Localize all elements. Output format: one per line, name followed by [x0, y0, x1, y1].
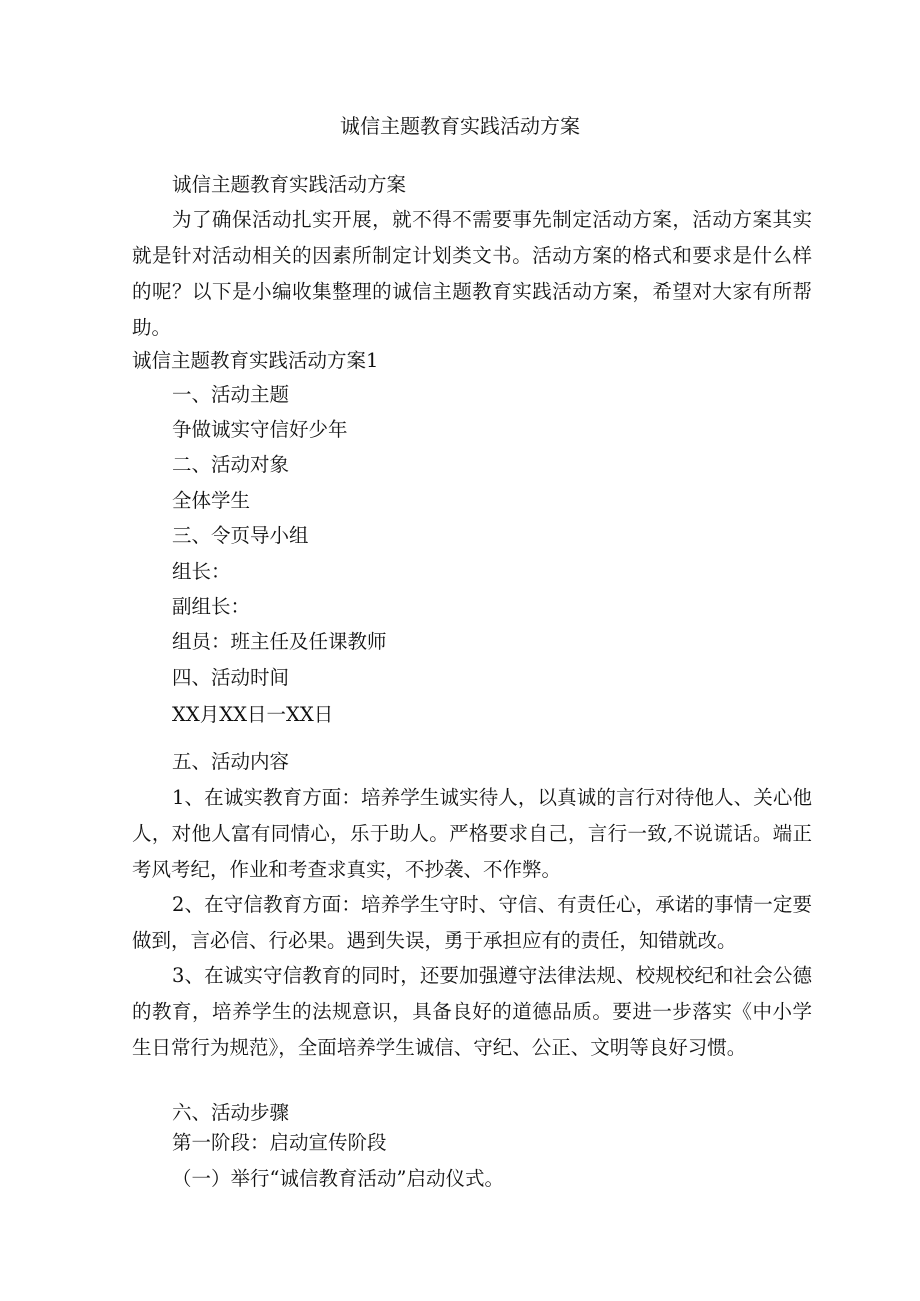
content-item-3: 3、在诚实守信教育的同时，还要加强遵守法律法规、校规校纪和社会公德的教育，培养学生的法规意识，具备良好的道德品质。要进一步落实《中小学生日常行为规范》，全面培养学生诚信、守纪、公正、文明等良好习惯。	[132, 964, 812, 1059]
document-title: 诚信主题教育实践活动方案	[340, 114, 580, 138]
theme-heading: 一、活动主题	[172, 383, 290, 406]
section-title: 诚信主题教育实践活动方案1	[132, 349, 379, 372]
content-item-1: 1、在诚实教育方面：培养学生诚实待人，以真诚的言行对待他人、关心他人，对他人富有同情心，乐于助人。严格要求自己，言行一致,不说谎话。端正考风考纪，作业和考查求真实，不抄袭、不作弊。	[132, 786, 812, 881]
leader-line: 组长：	[172, 560, 231, 583]
target-value: 全体学生	[172, 489, 251, 512]
leader-heading: 三、令页导小组	[172, 524, 309, 547]
step-1-line: （一）举行“诚信教育活动”启动仪式。	[172, 1167, 504, 1190]
stage-1-line: 第一阶段：启动宣传阶段	[172, 1131, 387, 1154]
steps-heading: 六、活动步骤	[172, 1101, 290, 1124]
target-heading: 二、活动对象	[172, 453, 290, 476]
document-subtitle: 诚信主题教育实践活动方案	[172, 173, 407, 196]
vice-leader-line: 副组长：	[172, 595, 251, 618]
time-heading: 四、活动时间	[172, 666, 290, 689]
intro-paragraph: 为了确保活动扎实开展，就不得不需要事先制定活动方案，活动方案其实就是针对活动相关的因素所制定计划类文书。活动方案的格式和要求是什么样的呢？以下是小编收集整理的诚信主题教育实践活动方案，希望对大家有所帮助。	[132, 208, 812, 339]
content-heading: 五、活动内容	[172, 750, 290, 773]
content-item-2: 2、在守信教育方面：培养学生守时、守信、有责任心，承诺的事情一定要做到，言必信、行必果。遇到失误，勇于承担应有的责任，知错就改。	[132, 893, 812, 952]
members-line: 组员：班主任及任课教师	[172, 630, 387, 653]
time-value: XX月XX日一XX日	[172, 703, 334, 726]
theme-value: 争做诚实守信好少年	[172, 418, 348, 441]
